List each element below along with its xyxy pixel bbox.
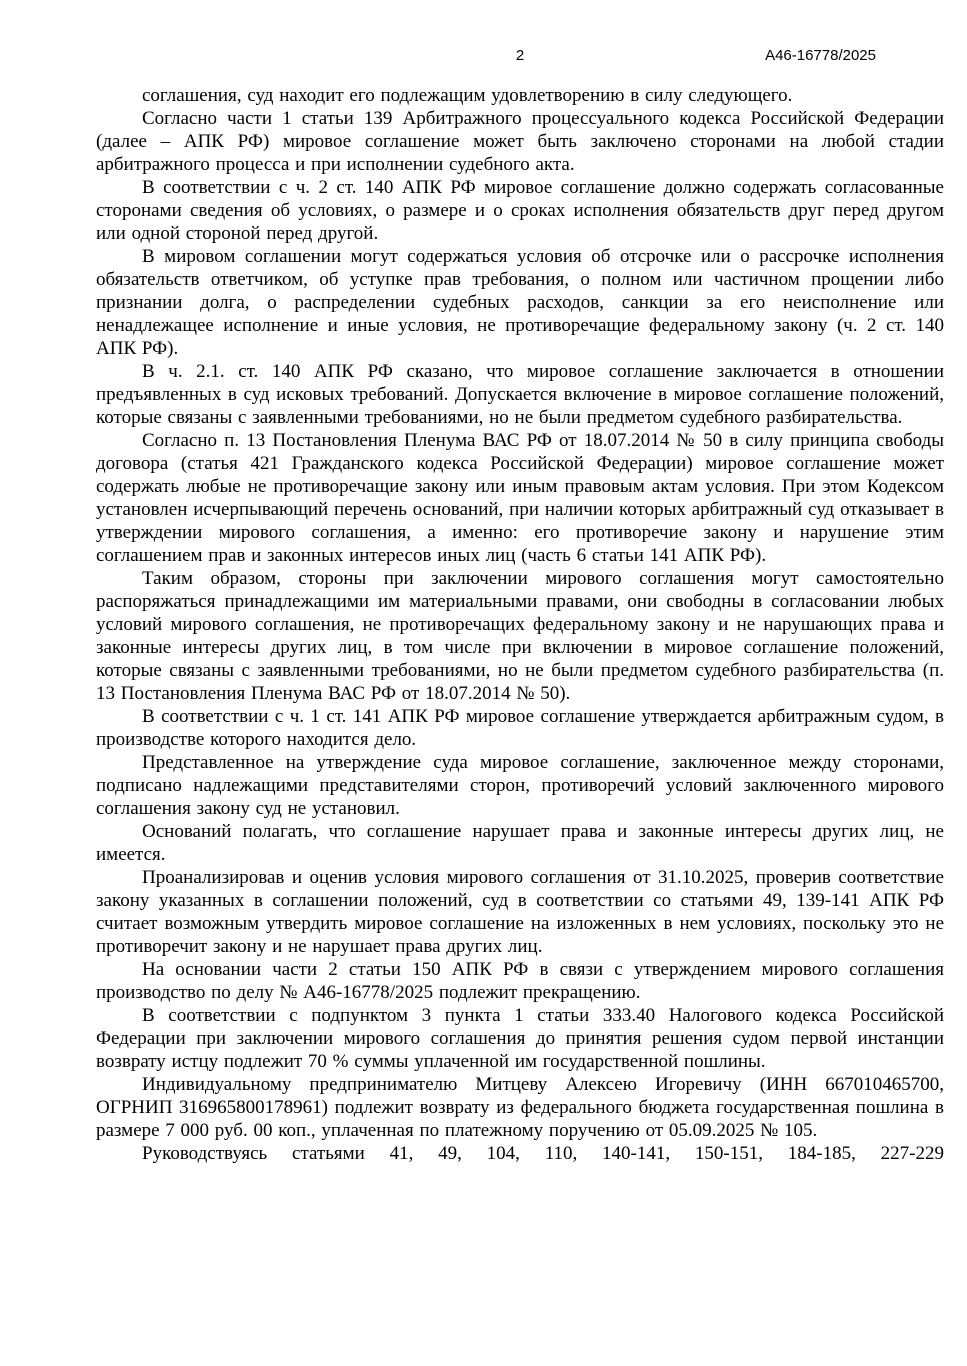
paragraph: Проанализировав и оценив условия мирового соглашения от 31.10.2025, проверив соответствие закону указанных в соглашении положений, суд в соответствии со статьями 49, 139-141 АПК РФ считает возможным утвердить мировое соглашение на изложенных в нем условиях, поскольку это не противоречит закону и не нарушает права других лиц. (96, 867, 944, 957)
page-header (96, 46, 944, 66)
page-number: 2 (515, 47, 525, 64)
paragraph: В мировом соглашении могут содержаться условия об отсрочке или о рассрочке исполнения обязательств ответчиком, об уступке прав требования, о полном или частичном прощении либо признании долга, о распределении судебных расходов, санкции за его неисполнение или ненадлежащее исполнение и иные условия, не противоречащие федеральному закону (ч. 2 ст. 140 АПК РФ). (96, 246, 944, 359)
paragraph: В соответствии с подпунктом 3 пункта 1 статьи 333.40 Налогового кодекса Российской Федерации при заключении мирового соглашения до принятия решения судом первой инстанции возврату истцу подлежит 70 % суммы уплаченной им государственной пошлины. (96, 1005, 944, 1072)
paragraph: Согласно п. 13 Постановления Пленума ВАС РФ от 18.07.2014 № 50 в силу принципа свободы договора (статья 421 Гражданского кодекса Российской Федерации) мировое соглашение может содержать любые не противоречащие закону или иным правовым актам условия. При этом Кодексом установлен исчерпывающий перечень оснований, при наличии которых арбитражный суд отказывает в утверждении мирового соглашения, а именно: его противоречие закону и нарушение этим соглашением прав и законных интересов иных лиц (часть 6 статьи 141 АПК РФ). (96, 430, 944, 566)
paragraph: Таким образом, стороны при заключении мирового соглашения могут самостоятельно распоряжаться принадлежащими им материальными правами, они свободны в согласовании любых условий мирового соглашения, не противоречащих федеральному закону и не нарушающих права и законные интересы других лиц, в том числе при включении в мировое соглашение положений, которые связаны с заявленными требованиями, но не были предметом судебного разбирательства (п. 13 Постановления Пленума ВАС РФ от 18.07.2014 № 50). (96, 568, 944, 704)
case-number: А46-16778/2025 (765, 47, 876, 64)
paragraph: На основании части 2 статьи 150 АПК РФ в связи с утверждением мирового соглашения производство по делу № А46-16778/2025 подлежит прекращению. (96, 959, 944, 1003)
paragraph: Индивидуальному предпринимателю Митцеву Алексею Игоревичу (ИНН 667010465700, ОГРНИП 316965800178961) подлежит возврату из федерального бюджета государственная пошлина в размере 7 000 руб. 00 коп., уплаченная по платежному поручению от 05.09.2025 № 105. (96, 1074, 944, 1141)
paragraph: соглашения, суд находит его подлежащим удовлетворению в силу следующего. (142, 85, 793, 106)
paragraph: Согласно части 1 статьи 139 Арбитражного процессуального кодекса Российской Федерации (далее – АПК РФ) мировое соглашение может быть заключено сторонами на любой стадии арбитражного процесса и при исполнении судебного акта. (96, 108, 944, 175)
paragraph: Оснований полагать, что соглашение нарушает права и законные интересы других лиц, не имеется. (96, 821, 944, 865)
paragraph: Руководствуясь статьями 41, 49, 104, 110, 140-141, 150-151, 184-185, 227-229 (142, 1143, 944, 1164)
paragraph: В ч. 2.1. ст. 140 АПК РФ сказано, что мировое соглашение заключается в отношении предъявленных в суд исковых требований. Допускается включение в мировое соглашение положений, которые связаны с заявленными требованиями, но не были предметом судебного разбирательства. (96, 361, 944, 428)
paragraph: В соответствии с ч. 1 ст. 141 АПК РФ мировое соглашение утверждается арбитражным судом, в производстве которого находится дело. (96, 706, 944, 750)
paragraph: Представленное на утверждение суда мировое соглашение, заключенное между сторонами, подписано надлежащими представителями сторон, противоречий условий заключенного мирового соглашения закону суд не установил. (96, 752, 944, 819)
document-body (96, 84, 944, 1165)
paragraph: В соответствии с ч. 2 ст. 140 АПК РФ мировое соглашение должно содержать согласованные сторонами сведения об условиях, о размере и о сроках исполнения обязательств друг перед другом или одной стороной перед другой. (96, 177, 944, 244)
